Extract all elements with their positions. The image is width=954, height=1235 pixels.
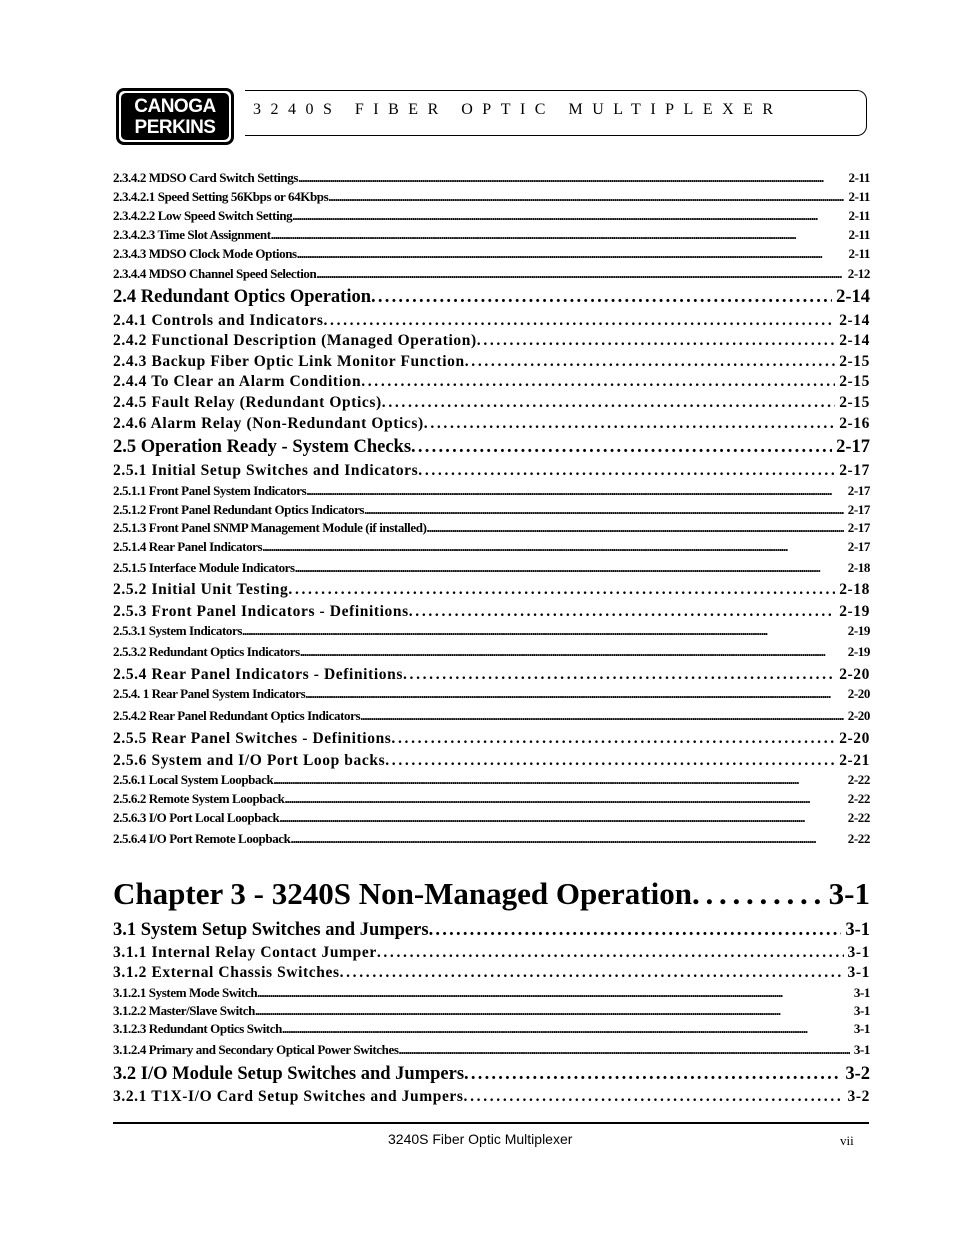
toc-entry-page: 2-15 bbox=[839, 394, 870, 411]
toc-entry-label: 2.5.1.2 Front Panel Redundant Optics Indicators bbox=[113, 502, 365, 517]
toc-dot-leader bbox=[371, 287, 832, 308]
toc-dot-leader bbox=[692, 876, 825, 912]
toc-entry-page: 2-17 bbox=[847, 520, 870, 535]
toc-entry[interactable] bbox=[113, 266, 870, 284]
toc-entry[interactable] bbox=[113, 1042, 870, 1060]
toc-entry[interactable] bbox=[113, 752, 870, 772]
toc-entry-page: 3-1 bbox=[853, 1042, 870, 1057]
toc-entry-page: 2-20 bbox=[839, 666, 870, 683]
toc-entry[interactable] bbox=[113, 666, 870, 686]
toc-dot-leader bbox=[291, 831, 844, 847]
toc-entry-label: Chapter 3 - 3240S Non-Managed Operation bbox=[113, 876, 692, 911]
toc-entry-page: 2-19 bbox=[839, 603, 870, 620]
toc-entry-label: 2.3.4.4 MDSO Channel Speed Selection bbox=[113, 266, 317, 281]
footer-title: 3240S Fiber Optic Multiplexer bbox=[388, 1131, 573, 1147]
toc-entry-page: 3-1 bbox=[853, 1003, 870, 1018]
toc-entry[interactable] bbox=[113, 581, 870, 601]
toc-dot-leader bbox=[242, 623, 844, 639]
toc-entry-page: 2-15 bbox=[839, 353, 870, 370]
toc-entry-label: 2.5.3 Front Panel Indicators - Definitions bbox=[113, 603, 409, 620]
toc-entry-label: 2.5.1.4 Rear Panel Indicators bbox=[113, 539, 263, 554]
header-title: 3240S FIBER OPTIC MULTIPLEXER bbox=[253, 101, 783, 118]
footer-page-number: vii bbox=[840, 1133, 854, 1148]
toc-dot-leader bbox=[279, 810, 843, 826]
toc-entry-label: 2.5.1.5 Interface Module Indicators bbox=[113, 560, 295, 575]
toc-entry-page: 3-1 bbox=[853, 1021, 870, 1036]
toc-entry-label: 3.1.2.1 System Mode Switch bbox=[113, 985, 258, 1000]
toc-entry-page: 2-17 bbox=[847, 502, 870, 517]
toc-entry-label: 2.5.4 Rear Panel Indicators - Definitions bbox=[113, 666, 403, 683]
toc-entry-page: 2-11 bbox=[848, 170, 870, 185]
toc-entry-page: 2-14 bbox=[836, 287, 870, 307]
toc-entry[interactable] bbox=[113, 831, 870, 849]
toc-dot-leader bbox=[399, 1042, 850, 1058]
toc-dot-leader bbox=[306, 483, 843, 499]
toc-dot-leader bbox=[271, 227, 845, 243]
toc-entry[interactable] bbox=[113, 437, 870, 461]
toc-entry-page: 3-1 bbox=[845, 920, 870, 940]
toc-entry[interactable] bbox=[113, 170, 870, 188]
toc-entry-page: 2-17 bbox=[847, 539, 870, 554]
toc-dot-leader bbox=[427, 520, 844, 536]
toc-entry-page: 2-22 bbox=[847, 791, 870, 806]
toc-dot-leader bbox=[409, 603, 835, 621]
toc-dot-leader bbox=[298, 170, 844, 186]
toc-entry-page: 2-21 bbox=[839, 752, 870, 769]
footer-rule bbox=[113, 1122, 869, 1124]
toc-dot-leader bbox=[464, 1088, 844, 1106]
toc-entry-page: 2-19 bbox=[847, 623, 870, 638]
toc-entry-page: 2-22 bbox=[847, 810, 870, 825]
toc-entry[interactable] bbox=[113, 1088, 870, 1108]
toc-entry-page: 3-2 bbox=[845, 1064, 870, 1084]
toc-entry[interactable] bbox=[113, 287, 870, 311]
toc-entry[interactable] bbox=[113, 415, 870, 435]
toc-entry-page: 3-1 bbox=[853, 985, 870, 1000]
toc-dot-leader bbox=[284, 791, 843, 807]
toc-entry[interactable] bbox=[113, 520, 870, 538]
toc-entry[interactable] bbox=[113, 394, 870, 414]
toc-entry-label: 2.5.3.2 Redundant Optics Indicators bbox=[113, 644, 300, 659]
toc-entry[interactable] bbox=[113, 1064, 870, 1088]
logo-line-1: CANOGA bbox=[134, 96, 216, 117]
toc-dot-leader bbox=[377, 944, 844, 962]
toc-entry[interactable] bbox=[113, 246, 870, 264]
canoga-perkins-logo bbox=[116, 88, 234, 145]
toc-entry-label: 2.3.4.2.1 Speed Setting 56Kbps or 64Kbps bbox=[113, 189, 329, 204]
logo-line-2: PERKINS bbox=[134, 117, 216, 138]
toc-entry-label: 2.5.6 System and I/O Port Loop backs bbox=[113, 752, 386, 769]
toc-entry[interactable] bbox=[113, 373, 870, 393]
toc-dot-leader bbox=[323, 312, 835, 330]
toc-entry[interactable] bbox=[113, 920, 870, 944]
toc-entry-page: 2-14 bbox=[839, 312, 870, 329]
toc-entry-page: 2-22 bbox=[847, 831, 870, 846]
toc-entry[interactable] bbox=[113, 560, 870, 578]
toc-entry-label: 2.5.1 Initial Setup Switches and Indicators bbox=[113, 462, 419, 479]
toc-entry[interactable] bbox=[113, 603, 870, 623]
toc-entry-page: 3-2 bbox=[847, 1088, 870, 1105]
toc-dot-leader bbox=[424, 415, 835, 433]
toc-entry-page: 2-17 bbox=[839, 462, 870, 479]
toc-entry-label: 2.5.3.1 System Indicators bbox=[113, 623, 243, 638]
toc-entry-label: 3.1.2.2 Master/Slave Switch bbox=[113, 1003, 255, 1018]
toc-entry[interactable] bbox=[113, 227, 870, 245]
toc-entry-label: 2.3.4.2 MDSO Card Switch Settings bbox=[113, 170, 299, 185]
toc-dot-leader bbox=[360, 708, 844, 724]
toc-entry-label: 3.1.2 External Chassis Switches bbox=[113, 964, 340, 981]
toc-entry[interactable] bbox=[113, 332, 870, 352]
toc-dot-leader bbox=[403, 666, 835, 684]
toc-entry-label: 3.1 System Setup Switches and Jumpers bbox=[113, 920, 429, 940]
toc-entry[interactable] bbox=[113, 985, 870, 1003]
toc-entry[interactable] bbox=[113, 964, 870, 984]
toc-entry-label: 2.5.1.3 Front Panel SNMP Management Module (if installed) bbox=[113, 520, 427, 535]
toc-entry[interactable] bbox=[113, 876, 870, 914]
toc-dot-leader bbox=[465, 353, 835, 371]
toc-entry-page: 2-17 bbox=[836, 437, 870, 457]
toc-entry[interactable] bbox=[113, 462, 870, 482]
toc-entry-label: 2.4.3 Backup Fiber Optic Link Monitor Function bbox=[113, 353, 465, 370]
toc-entry-page: 2-18 bbox=[847, 560, 870, 575]
toc-entry[interactable] bbox=[113, 353, 870, 373]
toc-entry-page: 3-1 bbox=[828, 876, 870, 911]
toc-dot-leader bbox=[316, 266, 843, 282]
toc-entry-label: 2.5.4.2 Rear Panel Redundant Optics Indicators bbox=[113, 708, 361, 723]
header-title-box bbox=[245, 90, 867, 136]
toc-entry-label: 2.3.4.2.3 Time Slot Assignment bbox=[113, 227, 271, 242]
toc-entry[interactable] bbox=[113, 810, 870, 828]
toc-dot-leader bbox=[297, 246, 845, 262]
toc-dot-leader bbox=[385, 752, 835, 770]
toc-entry-page: 2-22 bbox=[847, 772, 870, 787]
toc-dot-leader bbox=[382, 394, 835, 412]
toc-entry[interactable] bbox=[113, 1003, 870, 1021]
toc-dot-leader bbox=[262, 539, 844, 555]
toc-entry-page: 3-1 bbox=[847, 964, 870, 981]
toc-entry-page: 2-12 bbox=[847, 266, 870, 281]
toc-entry-page: 2-19 bbox=[847, 644, 870, 659]
toc-entry-label: 3.1.1 Internal Relay Contact Jumper bbox=[113, 944, 377, 961]
toc-dot-leader bbox=[361, 373, 835, 391]
toc-dot-leader bbox=[340, 964, 844, 982]
toc-entry-page: 2-14 bbox=[839, 332, 870, 349]
toc-entry-label: 2.3.4.3 MDSO Clock Mode Options bbox=[113, 246, 297, 261]
toc-entry-label: 2.4 Redundant Optics Operation bbox=[113, 287, 372, 307]
toc-entry-page: 2-11 bbox=[848, 208, 870, 223]
toc-entry[interactable] bbox=[113, 539, 870, 557]
toc-entry-label: 2.4.2 Functional Description (Managed Operation) bbox=[113, 332, 477, 349]
toc-entry[interactable] bbox=[113, 189, 870, 207]
toc-entry-label: 2.5 Operation Ready - System Checks bbox=[113, 437, 412, 457]
toc-entry[interactable] bbox=[113, 312, 870, 332]
toc-entry-page: 2-11 bbox=[848, 227, 870, 242]
toc-dot-leader bbox=[411, 437, 832, 458]
toc-dot-leader bbox=[288, 581, 835, 599]
toc-dot-leader bbox=[477, 332, 835, 350]
toc-dot-leader bbox=[464, 1064, 841, 1085]
toc-entry-label: 2.5.5 Rear Panel Switches - Definitions bbox=[113, 730, 392, 747]
toc-entry-label: 2.5.1.1 Front Panel System Indicators bbox=[113, 483, 307, 498]
toc-entry[interactable] bbox=[113, 708, 870, 726]
toc-entry-label: 2.5.4. 1 Rear Panel System Indicators bbox=[113, 686, 306, 701]
toc-dot-leader bbox=[418, 462, 835, 480]
toc-entry-page: 2-17 bbox=[847, 483, 870, 498]
toc-entry[interactable] bbox=[113, 502, 870, 520]
toc-entry-label: 2.5.6.4 I/O Port Remote Loopback bbox=[113, 831, 291, 846]
toc-entry[interactable] bbox=[113, 686, 870, 704]
toc-entry[interactable] bbox=[113, 208, 870, 226]
toc-dot-leader bbox=[257, 985, 850, 1001]
toc-entry-label: 2.5.6.3 I/O Port Local Loopback bbox=[113, 810, 280, 825]
toc-entry-page: 2-20 bbox=[839, 730, 870, 747]
toc-entry-page: 3-1 bbox=[847, 944, 870, 961]
toc-entry-page: 2-11 bbox=[848, 189, 870, 204]
toc-dot-leader bbox=[273, 772, 843, 788]
toc-dot-leader bbox=[292, 208, 844, 224]
toc-entry[interactable] bbox=[113, 772, 870, 790]
toc-dot-leader bbox=[364, 502, 844, 518]
toc-entry-label: 3.1.2.3 Redundant Optics Switch bbox=[113, 1021, 282, 1036]
toc-entry-label: 2.5.6.1 Local System Loopback bbox=[113, 772, 274, 787]
toc-entry-page: 2-20 bbox=[847, 686, 870, 701]
toc-dot-leader bbox=[429, 920, 842, 941]
toc-entry-label: 2.5.2 Initial Unit Testing bbox=[113, 581, 289, 598]
toc-entry-page: 2-11 bbox=[848, 246, 870, 261]
toc-entry-label: 3.1.2.4 Primary and Secondary Optical Power Switches bbox=[113, 1042, 399, 1057]
toc-entry[interactable] bbox=[113, 623, 870, 641]
toc-entry-label: 2.4.4 To Clear an Alarm Condition bbox=[113, 373, 362, 390]
toc-entry-page: 2-18 bbox=[839, 581, 870, 598]
toc-entry-label: 3.2 I/O Module Setup Switches and Jumpers bbox=[113, 1064, 465, 1084]
toc-dot-leader bbox=[300, 644, 844, 660]
toc-entry[interactable] bbox=[113, 791, 870, 809]
toc-dot-leader bbox=[391, 730, 835, 748]
toc-entry-page: 2-16 bbox=[839, 415, 870, 432]
toc-entry-label: 2.4.6 Alarm Relay (Non-Redundant Optics) bbox=[113, 415, 424, 432]
page-header bbox=[113, 86, 869, 148]
toc-entry-label: 2.4.1 Controls and Indicators bbox=[113, 312, 324, 329]
toc-dot-leader bbox=[255, 1003, 850, 1019]
toc-dot-leader bbox=[328, 189, 844, 205]
toc-entry[interactable] bbox=[113, 1021, 870, 1039]
toc-entry-page: 2-20 bbox=[847, 708, 870, 723]
toc-entry-page: 2-15 bbox=[839, 373, 870, 390]
toc-entry[interactable] bbox=[113, 483, 870, 501]
toc-entry[interactable] bbox=[113, 644, 870, 662]
toc-dot-leader bbox=[305, 686, 844, 702]
toc-dot-leader bbox=[295, 560, 844, 576]
toc-entry[interactable] bbox=[113, 944, 870, 964]
toc-entry-label: 2.3.4.2.2 Low Speed Switch Setting bbox=[113, 208, 293, 223]
toc-entry[interactable] bbox=[113, 730, 870, 750]
toc-entry-label: 2.5.6.2 Remote System Loopback bbox=[113, 791, 285, 806]
toc-entry-label: 3.2.1 T1X-I/O Card Setup Switches and Jumpers bbox=[113, 1088, 464, 1105]
toc-entry-label: 2.4.5 Fault Relay (Redundant Optics) bbox=[113, 394, 382, 411]
toc-dot-leader bbox=[282, 1021, 850, 1037]
